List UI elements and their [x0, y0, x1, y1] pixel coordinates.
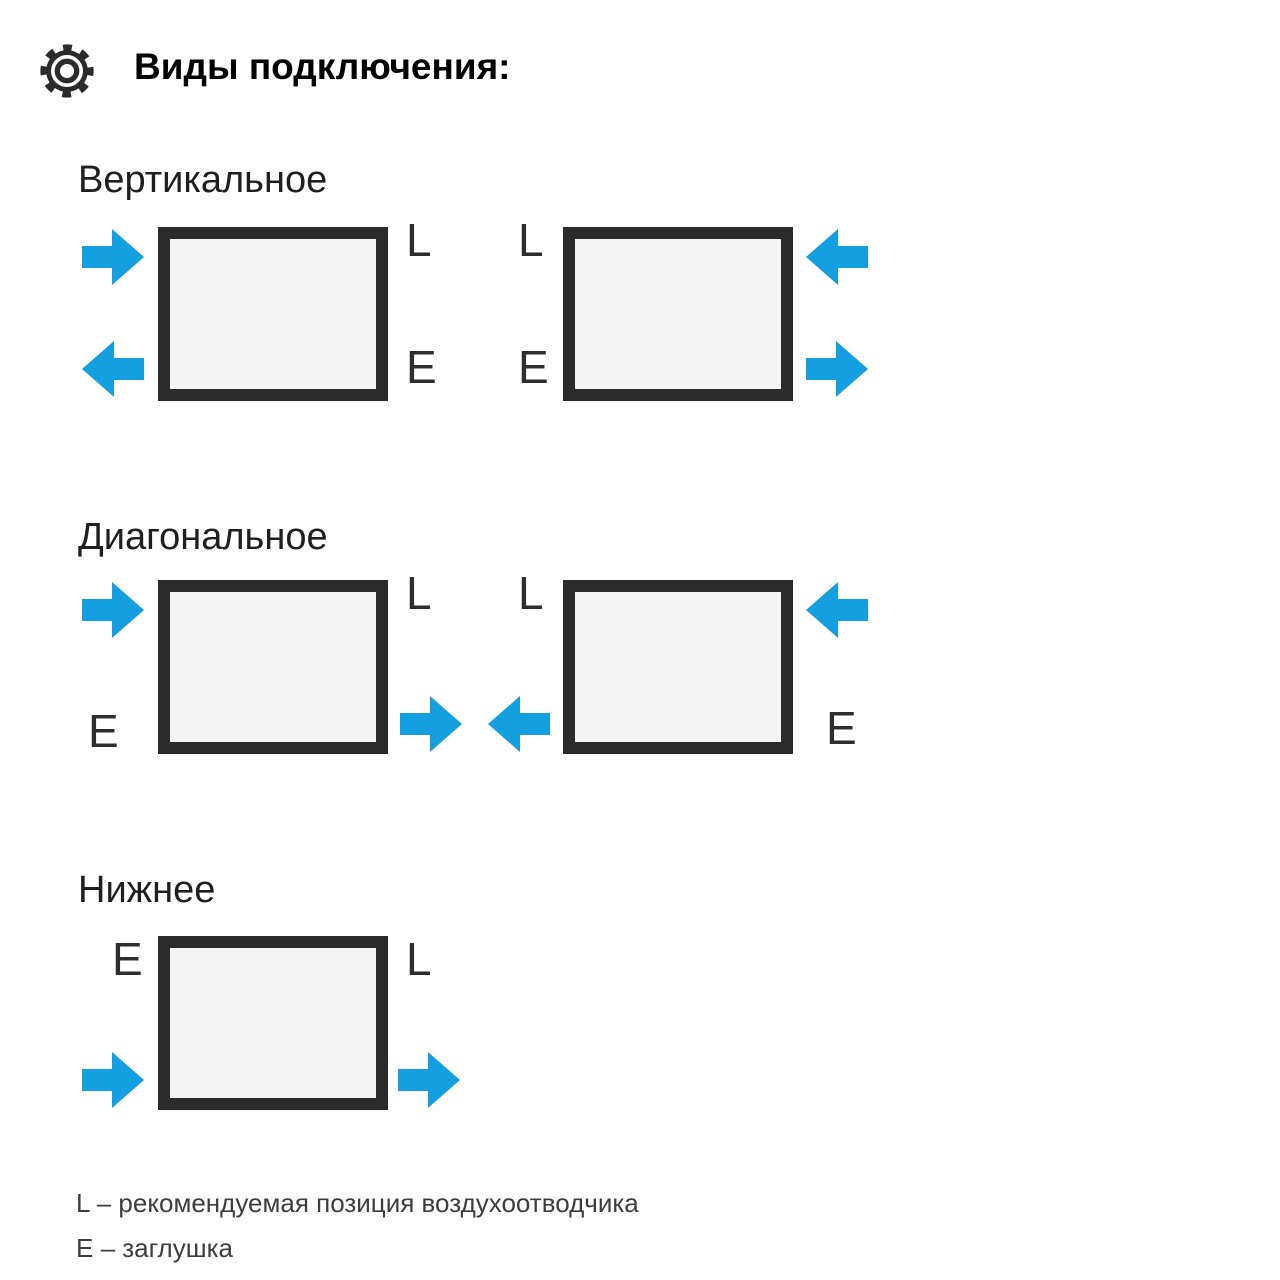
- flow-in-arrow: [82, 229, 144, 285]
- vent-position-label: L: [406, 214, 432, 266]
- radiator-box: [563, 580, 793, 754]
- vent-position-label: L: [406, 567, 432, 619]
- flow-out-arrow: [82, 341, 144, 397]
- radiator-box: [158, 936, 388, 1110]
- page-title: Виды подключения:: [134, 46, 511, 87]
- section-label-vertical: Вертикальное: [78, 159, 328, 201]
- legend: [76, 1181, 639, 1271]
- section-label-diagonal: Диагональное: [78, 516, 328, 558]
- flow-out-arrow: [400, 696, 462, 752]
- flow-in-arrow: [82, 582, 144, 638]
- flow-out-arrow: [488, 696, 550, 752]
- plug-label: E: [518, 341, 549, 393]
- radiator-box: [158, 580, 388, 754]
- plug-label: E: [112, 933, 143, 985]
- vent-position-label: L: [406, 933, 432, 985]
- plug-label: E: [88, 705, 119, 757]
- flow-in-arrow: [806, 229, 868, 285]
- plug-label: E: [826, 702, 857, 754]
- radiator-box: [158, 227, 388, 401]
- radiator-box: [563, 227, 793, 401]
- gear-icon: [36, 40, 98, 102]
- legend-line-plug: E – заглушка: [76, 1233, 233, 1263]
- section-label-bottom: Нижнее: [78, 869, 216, 911]
- legend-line-vent: L – рекомендуемая позиция воздухоотводчика: [76, 1188, 639, 1218]
- plug-label: E: [406, 341, 437, 393]
- flow-in-arrow: [82, 1052, 144, 1108]
- flow-out-arrow: [398, 1052, 460, 1108]
- vent-position-label: L: [518, 567, 544, 619]
- vent-position-label: L: [518, 214, 544, 266]
- flow-out-arrow: [806, 341, 868, 397]
- flow-in-arrow: [806, 582, 868, 638]
